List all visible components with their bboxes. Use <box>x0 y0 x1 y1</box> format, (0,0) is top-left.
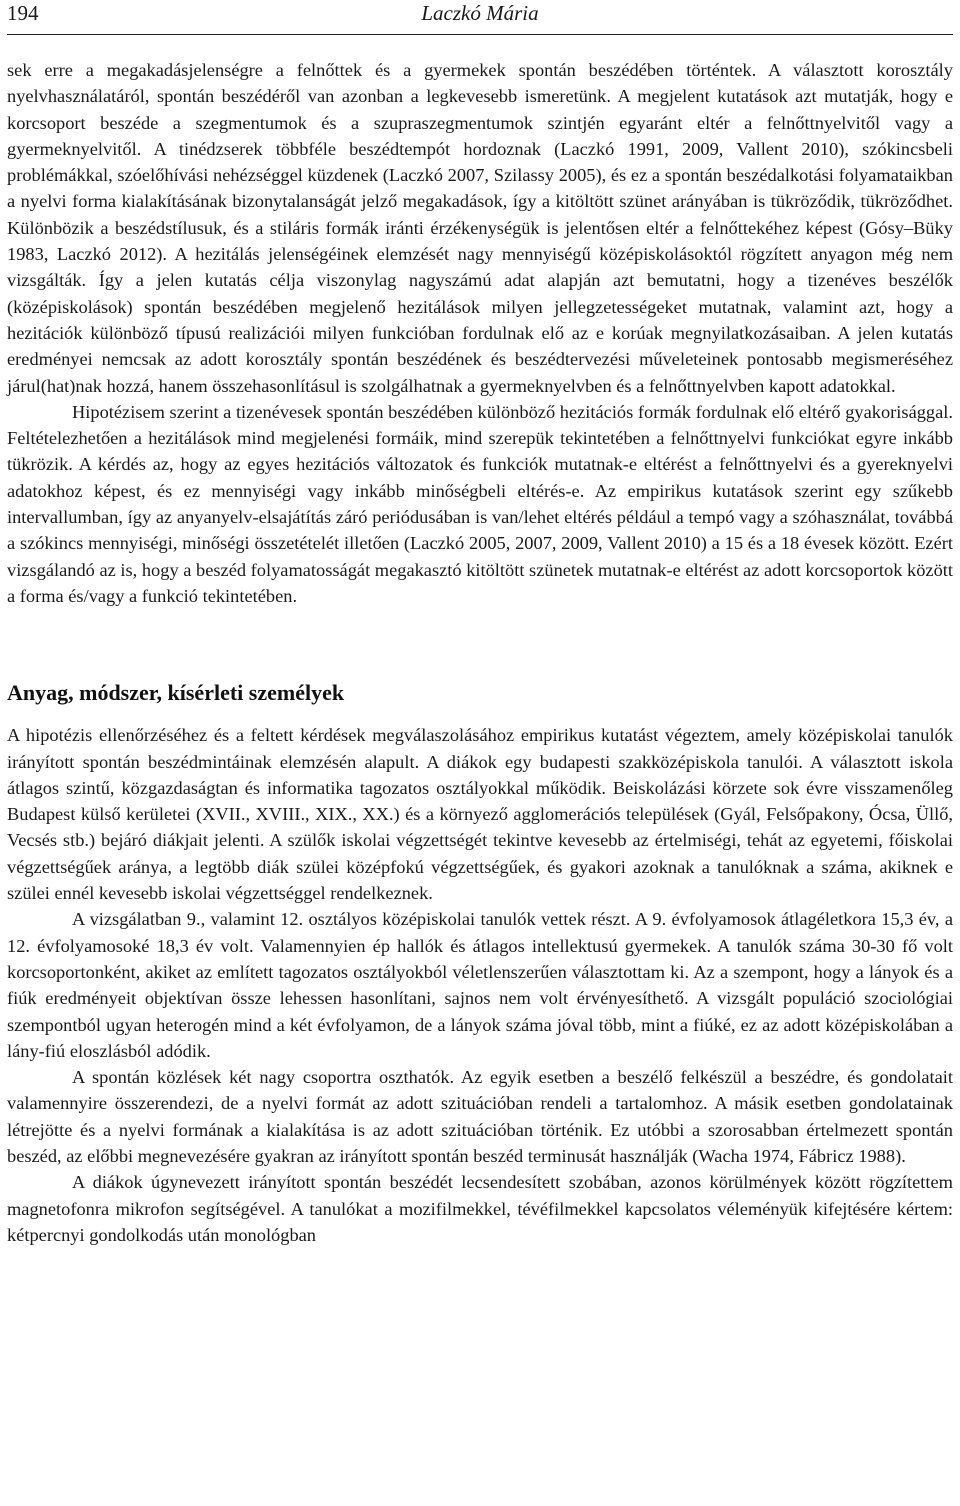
paragraph: A diákok úgynevezett irányított spontán beszédét lecsendesített szobában, azonos körülmények között rögzítettem magnetofonra mikrofon segítségével. A tanulókat a mozifilmekkel, tévéfilmekkel kapcsolatos véleményük kifejtésére kértem: kétpercnyi gondolkodás után monológban <box>7 1172 953 1245</box>
paragraph: sek erre a megakadásjelenségre a felnőttek és a gyermekek spontán beszédében történtek. A választott korosztály nyelvhasználatáról, spontán beszédéről van azonban a legkevesebb ismeretünk. A megjelent kutatások azt mutatják, hogy e korcsoport beszéde a szegmentumok és a szupraszegmentumok szintjén egyaránt eltér a felnőttnyelvitől vagy a gyermeknyelvitől. A tinédzserek többféle beszédtempót hordoznak (Laczkó 1991, 2009, Vallent 2010), szókincsbeli problémákkal, szóelőhívási nehézséggel küzdenek (Laczkó 2007, Szilassy 2005), és ez a spontán beszédalkotási folyamataikban a nyelvi forma kialakításának bizonytalanságát jelző megakadások, így a kitöltött szünet arányában is tükröződik, tükröződhet. Különbözik a beszédstílusuk, és a stiláris formák iránti érzékenységük is jelentősen eltér a felnőttekéhez képest (Gósy–Büky 1983, Laczkó 2012). A hezitálás jelenségéinek elemzését nagy mennyiségű középiskolásoktól rögzített anyagon még nem vizsgálták. Így a jelen kutatás célja viszonylag nagyszámú adat alapján azt bemutatni, hogy a tizenéves beszélők (középiskolások) spontán beszédében megjelenő hezitálások milyen jellegzetességeket mutatnak, valamint azt, hogy a hezitációk különböző típusú realizációi milyen funkcióban fordulnak elő az e korúak megnyilatkozásaiban. A jelen kutatás eredményei nemcsak az adott korosztály spontán beszédének és beszédtervezési műveleteinek pontosabb megismeréséhez járul(hat)nak hozzá, hanem összehasonlításul is szolgálhatnak a gyermeknyelvben és a felnőttnyelvben kapott adatokkal. <box>7 60 953 396</box>
running-header <box>7 0 953 35</box>
paragraph: A hipotézis ellenőrzéséhez és a feltett kérdések megválaszolásához empirikus kutatást végeztem, amely középiskolai tanulók irányított spontán beszédmintáinak elemzésén alapult. A diákok egy budapesti szakközépiskola tanulói. A választott iskola átlagos szintű, közgazdaságtan és informatika tagozatos osztályokkal működik. Beiskolázási körzete sok évre visszamenőleg Budapest külső kerületei (XVII., XVIII., XIX., XX.) és a környező agglomerációs települések (Gyál, Felsőpakony, Ócsa, Üllő, Vecsés stb.) bejáró diákjait jelenti. A szülők iskolai végzettségét tekintve kevesebb az értelmiségi, tehát az egyetemi, főiskolai végzettségűek aránya, a legtöbb diák szülei középfokú végzettségűek, és gyakori azoknak a tanulóknak a száma, akiknek e szülei ennél kevesebb iskolai végzettséggel rendelkeznek. <box>7 725 953 904</box>
running-author: Laczkó Mária <box>421 1 539 25</box>
paragraph: Hipotézisem szerint a tizenévesek spontán beszédében különböző hezitációs formák fordulnak elő eltérő gyakorisággal. Feltételezhetően a hezitálások mind megjelenési formáik, mind szerepük tekintetében a felnőttnyelvi funkciókat egyre inkább tükrözik. A kérdés az, hogy az egyes hezitációs változatok és funkciók mutatnak-e eltérést a felnőttnyelvi és a gyereknyelvi adatokhoz képest, és ez mennyiségi vagy inkább minőségbeli eltérés-e. Az empirikus kutatások szerint egy szűkebb intervallumban, így az anyanyelv-elsajátítás záró periódusában is van/lehet eltérés például a tempó vagy a szóhasználat, továbbá a szókincs mennyiségi, minőségi összetételét illetően (Laczkó 2005, 2007, 2009, Vallent 2010) a 15 és a 18 évesek között. Ezért vizsgálandó az is, hogy a beszéd folyamatosságát megakasztó kitöltött szünetek mutatnak-e eltérést az adott korcsoportok között a forma és/vagy a funkció tekintetében. <box>7 401 953 606</box>
paragraph: A spontán közlések két nagy csoportra oszthatók. Az egyik esetben a beszélő felkészül a beszédre, és gondolatait valamennyire összerendezi, de a nyelvi formát az adott szituációban rendeli a tartalomhoz. A másik esetben gondolatainak létrejötte és a nyelvi formának a kialakítása is az adott szituációban történik. Ez utóbbi a szorosabban értelmezett spontán beszéd, az előbbi megnevezésére gyakran az irányított spontán beszéd terminusát használják (Wacha 1974, Fábricz 1988). <box>7 1067 953 1166</box>
page-number: 194 <box>7 1 39 25</box>
paragraph: A vizsgálatban 9., valamint 12. osztályos középiskolai tanulók vettek részt. A 9. évfolyamosok átlagéletkora 15,3 év, a 12. évfolyamosoké 18,3 év volt. Valamennyien ép hallók és átlagos intellektusú gyermekek. A tanulók száma 30-30 fő volt korcsoportonként, akiket az említett tagozatos osztályokból véletlenszerűen választottam ki. Az a szempont, hogy a lányok és a fiúk eredményeit objektívan össze lehessen hasonlítani, sajnos nem volt érvényesíthető. A vizsgált populáció szociológiai szempontból ugyan heterogén mind a két évfolyamon, de a lányok száma jóval több, mint a fiúké, ez az adott középiskolában a lány-fiú eloszlásból adódik. <box>7 909 953 1061</box>
page <box>7 0 953 1506</box>
section-heading: Anyag, módszer, kísérleti személyek <box>7 680 345 706</box>
body-text <box>7 57 953 1248</box>
